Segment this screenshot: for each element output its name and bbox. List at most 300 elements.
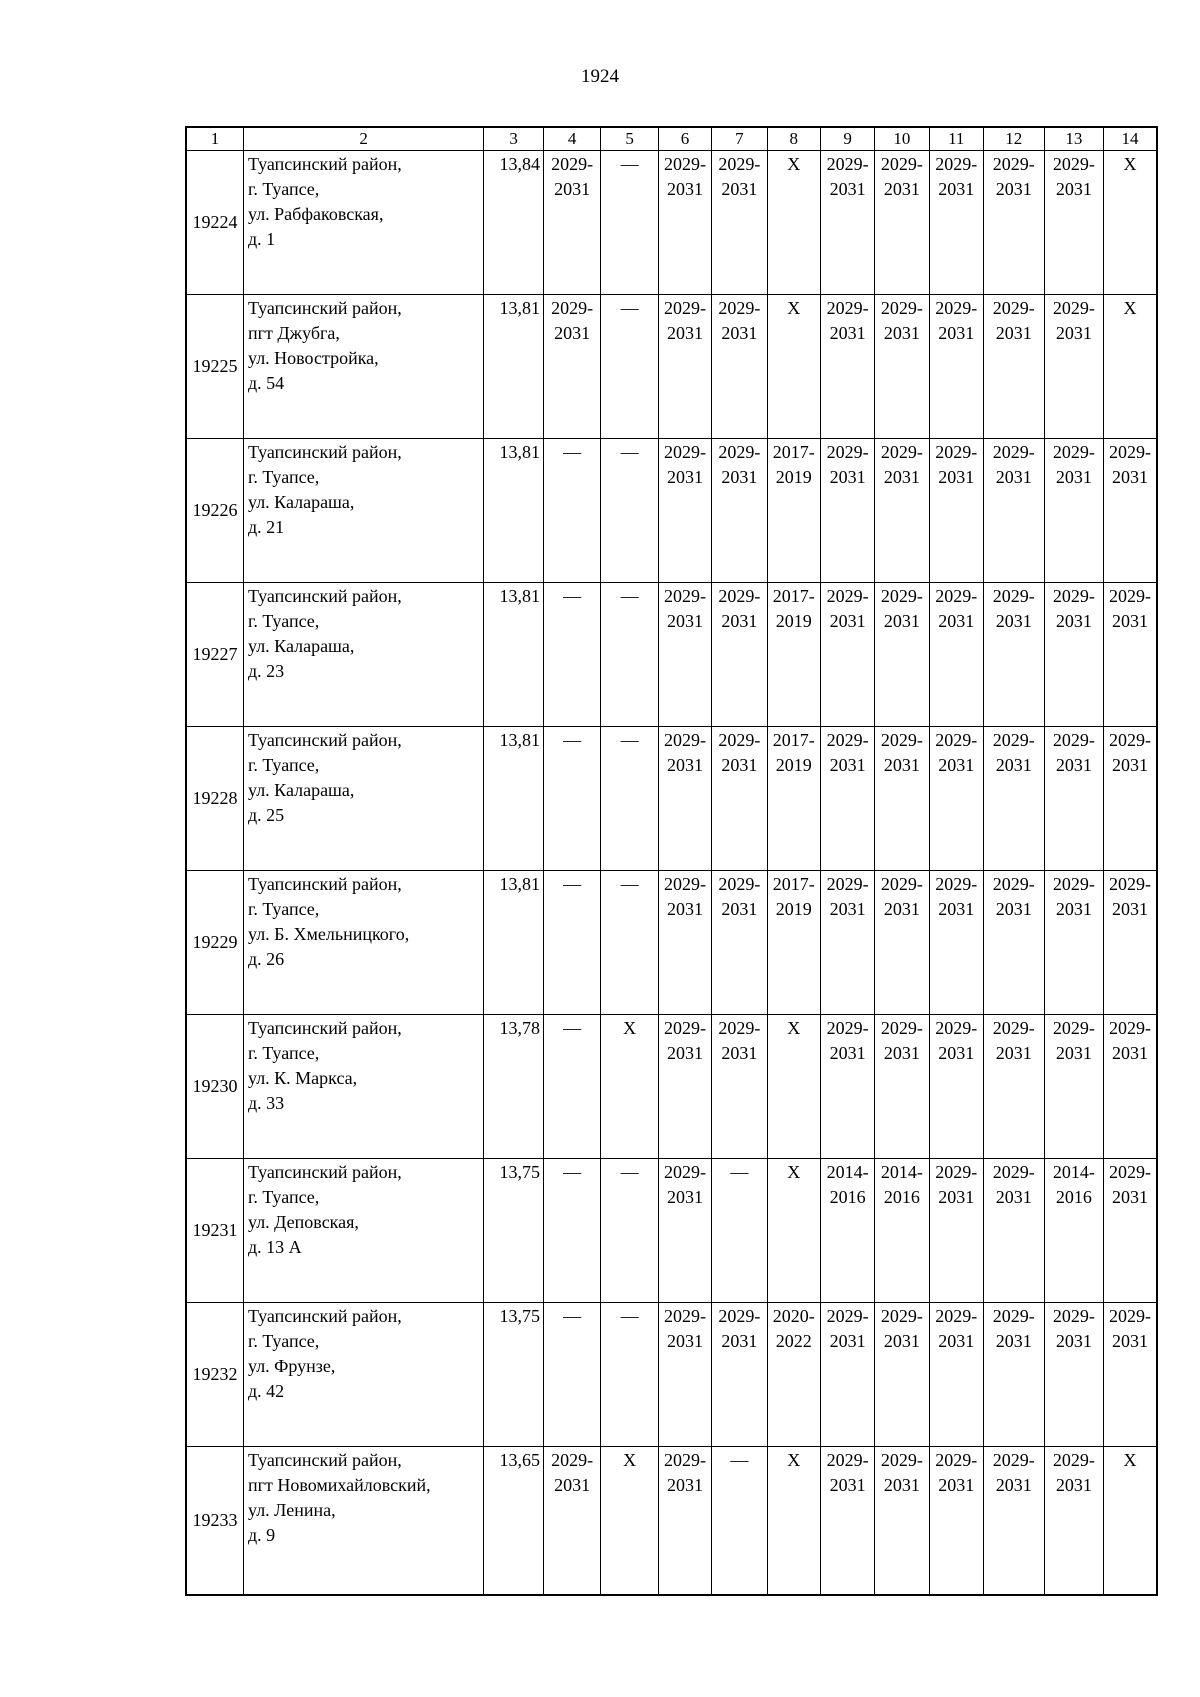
period-text: 2029- [664,442,707,462]
period-text: 2029- [992,586,1035,606]
period-text: 2017- [772,874,815,894]
column-header-7: 7 [712,127,767,151]
period-cell-col-6 [658,1159,711,1303]
period-cell-col-4 [543,1447,600,1595]
address-cell [243,871,483,1015]
period-cell-col-13 [1044,1447,1104,1595]
period-cell-col-8 [767,439,820,583]
column-header-11: 11 [929,127,983,151]
period-text: 2029- [935,730,978,750]
period-text: 2031 [667,1331,704,1351]
period-text: 2031 [938,1043,975,1063]
period-cell-col-14 [1104,1159,1157,1303]
period-text: 2029- [826,586,869,606]
period-cell-col-14 [1104,727,1157,871]
period-cell-col-13 [1044,871,1104,1015]
period-text: 2031 [883,179,920,199]
period-cell-col-9 [820,439,874,583]
period-text: 2029- [826,730,869,750]
period-text: 2029- [551,154,594,174]
period-text: 2029- [992,730,1035,750]
address-line: ул. Фрунзе, [247,1356,336,1376]
row-id: 19224 [186,151,243,295]
period-text: 2031 [938,755,975,775]
period-text: 2029- [992,298,1035,318]
period-text: Х [787,154,801,174]
value-cell: 13,65 [484,1447,544,1595]
period-text: 2031 [883,1475,920,1495]
address-line: ул. К. Маркса, [247,1068,358,1088]
period-cell-col-13 [1044,439,1104,583]
period-text: Х [1123,1450,1137,1470]
period-cell-col-14 [1104,151,1157,295]
period-text: — [620,154,639,174]
period-text: 2029- [1109,1018,1152,1038]
period-text: 2029- [718,730,761,750]
period-cell-col-7 [712,151,767,295]
period-text: 2029- [1109,730,1152,750]
period-text: — [620,730,639,750]
period-text: 2031 [883,1331,920,1351]
period-text: — [563,730,582,750]
header-row [186,127,1157,151]
period-text: 2019 [775,467,812,487]
period-text: — [563,586,582,606]
period-cell-col-7 [712,1447,767,1595]
period-text: — [563,442,582,462]
period-cell-col-10 [875,151,929,295]
address-line: д. 21 [247,517,285,537]
period-text: 2029- [992,1018,1035,1038]
address-line: г. Туапсе, [247,611,320,631]
address-line: ул. Калараша, [247,636,355,656]
value-cell: 13,75 [484,1303,544,1447]
period-cell-col-11 [929,1159,983,1303]
period-cell-col-9 [820,1303,874,1447]
column-header-13: 13 [1044,127,1104,151]
period-text: 2031 [938,899,975,919]
period-cell-col-5 [601,727,658,871]
period-text: 2029- [880,1018,923,1038]
period-text: 2017- [772,730,815,750]
period-cell-col-6 [658,151,711,295]
period-text: 2031 [1112,611,1149,631]
period-text: 2031 [995,1331,1032,1351]
period-cell-col-9 [820,583,874,727]
period-text: 2029- [935,586,978,606]
address-line: г. Туапсе, [247,1187,320,1207]
table-body [186,151,1157,1595]
period-text: 2031 [1055,755,1092,775]
period-text: Х [787,298,801,318]
row-id: 19227 [186,583,243,727]
period-text: 2029- [664,1162,707,1182]
period-text: 2031 [883,899,920,919]
period-text: 2031 [883,323,920,343]
period-cell-col-5 [601,871,658,1015]
period-cell-col-12 [983,727,1044,871]
period-text: Х [787,1162,801,1182]
period-text: 2031 [1112,899,1149,919]
value-cell: 13,81 [484,295,544,439]
period-cell-col-6 [658,727,711,871]
address-line: ул. Рабфаковская, [247,204,384,224]
address-line: ул. Ленина, [247,1500,336,1520]
period-text: 2029- [826,1018,869,1038]
address-line: Туапсинский район, [247,1162,402,1182]
period-cell-col-5 [601,439,658,583]
period-cell-col-11 [929,439,983,583]
address-line: пгт Новомихайловский, [247,1475,431,1495]
period-cell-col-14 [1104,439,1157,583]
period-cell-col-9 [820,151,874,295]
period-text: 2031 [721,1331,758,1351]
table-row [186,1303,1157,1447]
period-text: 2014- [880,1162,923,1182]
column-header-10: 10 [875,127,929,151]
value-cell: 13,81 [484,727,544,871]
period-text: 2016 [1055,1187,1092,1207]
column-header-12: 12 [983,127,1044,151]
period-text: 2014- [826,1162,869,1182]
period-text: 2031 [938,1187,975,1207]
period-cell-col-13 [1044,151,1104,295]
period-text: 2031 [995,1187,1032,1207]
period-text: Х [787,1450,801,1470]
table-row [186,439,1157,583]
period-cell-col-14 [1104,1015,1157,1159]
period-text: 2029- [718,298,761,318]
period-text: 2029- [826,1306,869,1326]
table-row [186,295,1157,439]
address-cell [243,295,483,439]
period-text: Х [623,1450,637,1470]
period-text: Х [623,1018,637,1038]
period-cell-col-4 [543,439,600,583]
period-text: 2031 [829,1475,866,1495]
period-text: 2031 [995,467,1032,487]
period-text: 2029- [551,298,594,318]
period-cell-col-6 [658,1447,711,1595]
period-text: 2031 [995,611,1032,631]
address-line: Туапсинский район, [247,586,402,606]
period-cell-col-14 [1104,295,1157,439]
period-text: 2019 [775,611,812,631]
period-cell-col-4 [543,1015,600,1159]
period-text: 2029- [718,586,761,606]
value-cell: 13,75 [484,1159,544,1303]
period-text: 2031 [721,899,758,919]
period-cell-col-11 [929,727,983,871]
period-cell-col-5 [601,151,658,295]
address-line: пгт Джубга, [247,323,340,343]
table-row [186,583,1157,727]
period-text: 2029- [992,1162,1035,1182]
register-table [185,126,1158,1596]
address-line: Туапсинский район, [247,874,402,894]
period-cell-col-10 [875,871,929,1015]
period-text: 2029- [718,154,761,174]
period-text: 2029- [664,1018,707,1038]
period-text: 2031 [1055,179,1092,199]
period-text: 2031 [667,1475,704,1495]
period-text: 2029- [935,154,978,174]
address-cell [243,1447,483,1595]
column-header-5: 5 [601,127,658,151]
period-text: 2029- [935,1162,978,1182]
period-text: 2031 [1055,1331,1092,1351]
period-text: — [563,874,582,894]
period-text: — [620,1162,639,1182]
address-line: д. 25 [247,805,285,825]
period-text: 2020- [772,1306,815,1326]
period-text: 2029- [1052,442,1095,462]
period-cell-col-14 [1104,871,1157,1015]
period-text: 2031 [883,755,920,775]
period-text: 2029- [664,154,707,174]
period-text: — [730,1450,749,1470]
period-text: 2029- [880,298,923,318]
period-cell-col-12 [983,151,1044,295]
period-cell-col-4 [543,1303,600,1447]
period-text: 2031 [721,467,758,487]
period-cell-col-8 [767,1015,820,1159]
period-cell-col-8 [767,151,820,295]
period-cell-col-11 [929,1015,983,1159]
address-line: Туапсинский район, [247,1450,402,1470]
period-text: 2029- [1052,730,1095,750]
row-id: 19233 [186,1447,243,1595]
period-text: 2031 [554,179,591,199]
period-cell-col-13 [1044,727,1104,871]
period-text: 2029- [935,1018,978,1038]
period-text: 2017- [772,442,815,462]
period-text: 2031 [938,1331,975,1351]
address-line: ул. Калараша, [247,492,355,512]
value-cell: 13,84 [484,151,544,295]
period-cell-col-7 [712,295,767,439]
period-cell-col-9 [820,1159,874,1303]
period-text: — [563,1018,582,1038]
period-cell-col-10 [875,727,929,871]
period-cell-col-5 [601,1015,658,1159]
period-text: 2031 [995,899,1032,919]
period-text: 2029- [992,442,1035,462]
period-text: 2019 [775,755,812,775]
column-header-4: 4 [543,127,600,151]
period-text: 2029- [935,1306,978,1326]
period-text: 2031 [938,179,975,199]
period-cell-col-7 [712,439,767,583]
period-cell-col-9 [820,1015,874,1159]
period-text: 2029- [718,874,761,894]
period-text: 2029- [826,874,869,894]
period-text: 2031 [1112,1043,1149,1063]
period-text: 2029- [992,1306,1035,1326]
period-text: 2029- [664,730,707,750]
period-cell-col-5 [601,1159,658,1303]
period-text: 2029- [1052,874,1095,894]
period-text: 2019 [775,899,812,919]
period-text: 2031 [829,1331,866,1351]
period-cell-col-12 [983,1303,1044,1447]
period-text: 2031 [883,1043,920,1063]
period-cell-col-11 [929,583,983,727]
column-header-3: 3 [484,127,544,151]
period-text: 2029- [1109,874,1152,894]
period-cell-col-9 [820,727,874,871]
address-cell [243,1159,483,1303]
table-row [186,1447,1157,1595]
table-row [186,727,1157,871]
period-cell-col-10 [875,1447,929,1595]
period-text: 2029- [1052,298,1095,318]
period-text: 2031 [667,1043,704,1063]
period-cell-col-5 [601,583,658,727]
period-text: 2029- [935,442,978,462]
period-text: 2031 [1055,611,1092,631]
period-text: — [563,1306,582,1326]
period-cell-col-13 [1044,1303,1104,1447]
period-cell-col-9 [820,871,874,1015]
address-line: д. 54 [247,373,285,393]
period-text: 2031 [883,467,920,487]
period-cell-col-10 [875,295,929,439]
period-text: 2029- [880,586,923,606]
period-text: 2031 [829,755,866,775]
period-text: 2031 [938,323,975,343]
period-text: 2029- [1052,1018,1095,1038]
period-cell-col-11 [929,1447,983,1595]
period-text: 2029- [718,1306,761,1326]
period-text: 2031 [1112,1331,1149,1351]
period-cell-col-9 [820,1447,874,1595]
value-cell: 13,81 [484,871,544,1015]
period-text: 2031 [1055,1043,1092,1063]
period-cell-col-12 [983,1159,1044,1303]
period-text: Х [787,1018,801,1038]
address-line: ул. Деповская, [247,1212,359,1232]
table-row [186,1015,1157,1159]
period-text: 2031 [829,323,866,343]
period-text: 2029- [880,442,923,462]
table-row [186,151,1157,295]
period-text: 2029- [1052,586,1095,606]
period-text: 2031 [995,1475,1032,1495]
period-text: 2029- [1109,442,1152,462]
period-text: 2029- [992,154,1035,174]
period-cell-col-8 [767,295,820,439]
period-cell-col-13 [1044,583,1104,727]
period-cell-col-14 [1104,1447,1157,1595]
period-text: 2031 [829,179,866,199]
table-row [186,1159,1157,1303]
period-cell-col-6 [658,439,711,583]
period-text: 2031 [829,1043,866,1063]
period-cell-col-10 [875,1303,929,1447]
period-cell-col-7 [712,727,767,871]
period-cell-col-13 [1044,1015,1104,1159]
address-line: г. Туапсе, [247,1331,320,1351]
period-text: 2031 [721,1043,758,1063]
period-text: 2016 [829,1187,866,1207]
period-cell-col-7 [712,1303,767,1447]
period-text: 2029- [718,442,761,462]
period-cell-col-6 [658,295,711,439]
period-text: 2016 [883,1187,920,1207]
address-line: д. 23 [247,661,285,681]
period-text: 2031 [995,1043,1032,1063]
period-text: 2031 [995,179,1032,199]
column-header-9: 9 [820,127,874,151]
period-text: 2029- [826,154,869,174]
period-text: 2031 [1112,467,1149,487]
address-line: ул. Новостройка, [247,348,379,368]
page-number: 1924 [581,66,619,87]
column-header-1: 1 [186,127,243,151]
address-line: г. Туапсе, [247,1043,320,1063]
period-text: 2029- [826,1450,869,1470]
period-text: 2031 [995,755,1032,775]
period-cell-col-4 [543,871,600,1015]
period-text: 2031 [554,323,591,343]
period-cell-col-13 [1044,295,1104,439]
row-id: 19230 [186,1015,243,1159]
period-cell-col-4 [543,727,600,871]
period-text: 2031 [995,323,1032,343]
period-cell-col-13 [1044,1159,1104,1303]
period-cell-col-10 [875,1159,929,1303]
period-text: 2031 [883,611,920,631]
period-cell-col-10 [875,583,929,727]
period-cell-col-14 [1104,1303,1157,1447]
row-id: 19228 [186,727,243,871]
period-cell-col-4 [543,1159,600,1303]
period-cell-col-12 [983,871,1044,1015]
period-text: 2029- [1052,1306,1095,1326]
period-cell-col-14 [1104,583,1157,727]
period-cell-col-6 [658,1303,711,1447]
period-text: 2031 [667,179,704,199]
period-cell-col-8 [767,1447,820,1595]
period-cell-col-11 [929,295,983,439]
period-text: 2029- [1109,1306,1152,1326]
period-text: 2014- [1052,1162,1095,1182]
period-text: 2029- [992,1450,1035,1470]
period-text: 2031 [667,467,704,487]
period-text: 2017- [772,586,815,606]
column-header-8: 8 [767,127,820,151]
period-text: 2029- [992,874,1035,894]
period-text: 2031 [721,755,758,775]
address-line: Туапсинский район, [247,154,402,174]
address-cell [243,583,483,727]
period-cell-col-8 [767,1303,820,1447]
address-cell [243,727,483,871]
period-text: 2029- [1109,586,1152,606]
address-cell [243,151,483,295]
address-line: Туапсинский район, [247,730,402,750]
period-text: Х [1123,298,1137,318]
period-text: 2031 [938,611,975,631]
period-cell-col-11 [929,871,983,1015]
period-text: 2029- [826,298,869,318]
period-cell-col-4 [543,295,600,439]
period-cell-col-9 [820,295,874,439]
period-text: 2029- [1052,154,1095,174]
period-text: 2029- [551,1450,594,1470]
period-cell-col-12 [983,1015,1044,1159]
